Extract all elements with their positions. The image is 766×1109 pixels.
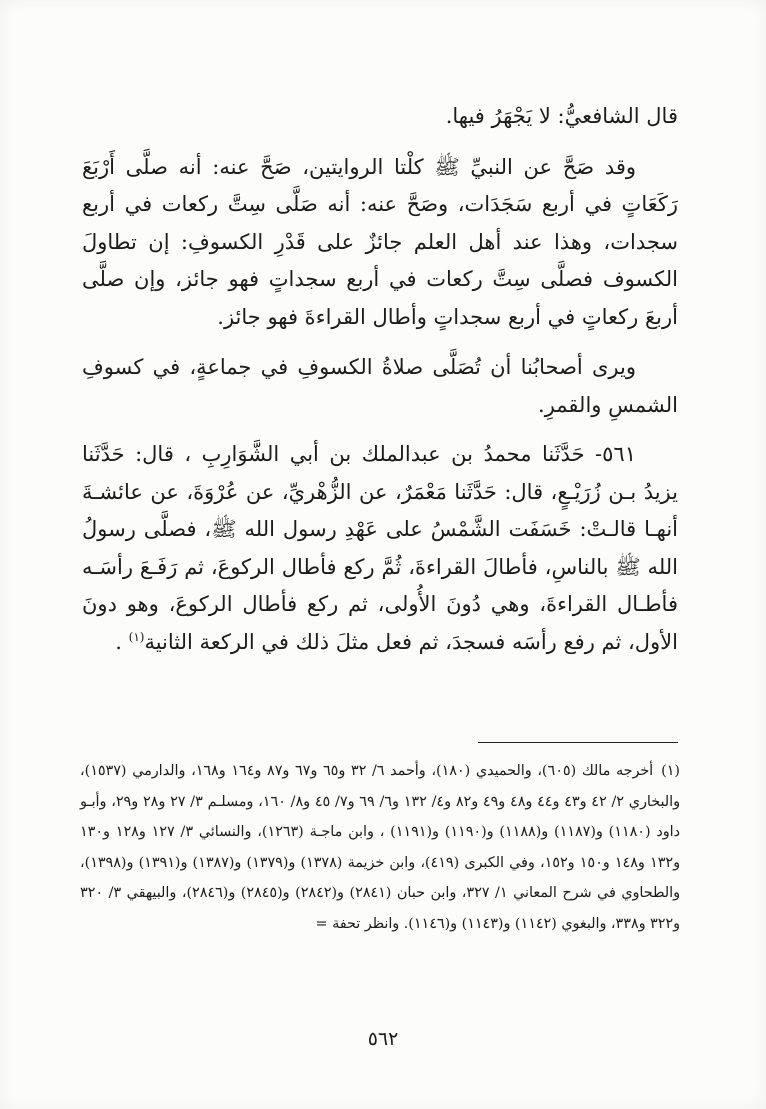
footnote-reference[interactable]: (١) (128, 629, 145, 644)
main-text (82, 98, 678, 661)
paragraph-shafii-statement: قال الشافعيُّ: لا يَجْهَرُ فيها. (445, 104, 678, 128)
paragraph-hadith-561 (82, 436, 678, 661)
paragraph-companions-view: ويرى أصحابُنا أن تُصَلَّى صلاةُ الكسوفِ في جماعةٍ، في كسوفِ الشمسِ والقمرِ. (82, 355, 678, 417)
footnote-number: (١) (661, 763, 680, 779)
paragraph-prophet-narrations: وقد صَحَّ عن النبيِّ ﷺ كلْتا الروايتين، صَحَّ عنه: أنه صلَّى أَرْبَعَ رَكَعَاتٍ في أربع سَجَدَات، وصَحَّ عنه: أنه صَلَّى سِتَّ ركعات في أربع سجدات، وهذا عند أهل العلم جائزٌ على قَدْرِ الكسوفِ: إن تطاولَ الكسوف فصلَّى سِتَّ ركعات في أربع سجداتٍ فهو جائز، وإن صلَّى أربعَ ركعاتٍ في أربع سجداتٍ وأطال القراءةَ فهو جائز. (82, 154, 678, 329)
page-number: ٥٦٢ (367, 1028, 399, 1050)
hadith-561-text: ٥٦١- حَدَّثَنا محمدُ بن عبدالملك بن أبي الشَّوَارِبِ ، قال: حَدَّثَنا يزيدُ بـن زُرَيْـعٍ، قال: حَدَّثَنا مَعْمَرٌ، عن الزُّهْريِّ، عن عُرْوَةَ، عن عائشـةَ أنهـا قالـتْ: خَسَفَت الشَّمْسُ على عَهْدِ رسول الله ﷺ، فصلَّى رسولُ الله ﷺ بالناسِ، فأطالَ القراءةَ، ثُمَّ ركع فأطال الركوعَ، ثم رَفَـعَ رأسَـه فأطـال القراءةَ، وهي دُونَ الأُولى، ثم ركع فأطال الركوعَ، وهو دونَ الأول، ثم رفع رأسَه فسجدَ، ثم فعل مثلَ ذلك في الركعة الثانية (82, 442, 678, 654)
footnotes-section (80, 756, 680, 939)
footnote-1 (80, 756, 680, 939)
hadith-561-end: . (115, 629, 129, 654)
footnote-text: أخرجه مالك (٦٠٥)، والحميدي (١٨٠)، وأحمد ٦/ ٣٢ و٦٥ و٦٧ و٨٧ و١٦٤ و١٦٨، والدارمي (١٥٣٧)، والبخاري ٢/ ٤٢ و٤٣ و٤٤ و٤٨ و٤٩ و٨٢ و٤/ ١٣٢ و٦/ ٦٩ و٧/ ٤٥ و٨/ ١٦٠، ومسلـم ٣/ ٢٧ و٢٨ و٢٩، وأبـو داود (١١٨٠) و(١١٨٧) و(١١٨٨) و(١١٩٠) و(١١٩١) ، وابن ماجـة (١٢٦٣)، والنسائي ٣/ ١٢٧ و١٢٨ و١٣٠ و١٣٢ و١٤٨ و١٥٠ و١٥٢، وفي الكبرى (٤١٩)، وابن خزيمة (١٣٧٨) و(١٣٧٩) و(١٣٨٧) و(١٣٩١) و(١٣٩٨)، والطحاوي في شرح المعاني ١/ ٣٢٧، وابن حبان (٢٨٤١) و(٢٨٤٢) و(٢٨٤٥) و(٢٨٤٦)، والبيهقي ٣/ ٣٢٠ و٣٢٢ و٣٣٨، والبغوي (١١٤٢) و(١١٤٣) و(١١٤٦). وانظر تحفة = (80, 763, 681, 932)
footnote-separator (478, 742, 678, 743)
